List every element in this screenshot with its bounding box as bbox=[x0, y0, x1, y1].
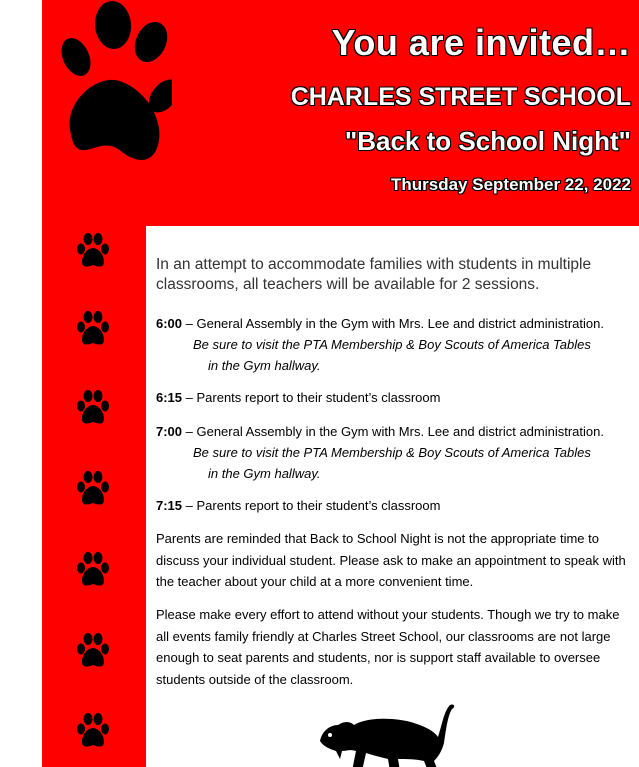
schedule-description: – Parents report to their student’s classroom bbox=[182, 498, 441, 513]
event-name: "Back to School Night" bbox=[344, 126, 631, 156]
schedule-time: 7:15 bbox=[156, 498, 183, 513]
schedule-item bbox=[156, 421, 636, 484]
paw-print-icon bbox=[76, 470, 110, 506]
content-area bbox=[146, 226, 639, 767]
schedule-item bbox=[156, 495, 636, 516]
paw-print-icon bbox=[76, 632, 110, 668]
schedule-time: 6:00 bbox=[156, 316, 183, 331]
panther-icon bbox=[316, 701, 456, 767]
schedule-note: Be sure to visit the PTA Membership & Boy Scouts of America Tables bbox=[193, 445, 591, 460]
large-paw-print-icon bbox=[60, 0, 172, 165]
school-name: CHARLES STREET SCHOOL bbox=[290, 83, 631, 111]
schedule-description: – General Assembly in the Gym with Mrs. Lee and district administration. bbox=[182, 316, 604, 331]
paw-print-icon bbox=[76, 310, 110, 346]
intro-paragraph: In an attempt to accommodate families with students in multiple classrooms, all teachers will be available for 2 sessions. bbox=[156, 256, 592, 293]
paw-print-icon bbox=[76, 551, 110, 587]
closing-paragraph: Please make every effort to attend without your students. Though we try to make all events family friendly at Charles Street School, our classrooms are not large enough to seat parents and students, nor is support staff available to oversee students outside of the classroom. bbox=[156, 607, 620, 687]
schedule-item bbox=[156, 387, 636, 408]
reminder-paragraph: Parents are reminded that Back to School Night is not the appropriate time to discuss your individual student. Please ask to make an appointment to speak with the teacher about your child at a more convenient time. bbox=[156, 531, 626, 589]
event-date: Thursday September 22, 2022 bbox=[390, 175, 631, 194]
schedule-description: – Parents report to their student’s classroom bbox=[182, 390, 441, 405]
paw-print-icon bbox=[76, 232, 110, 268]
schedule-description: – General Assembly in the Gym with Mrs. Lee and district administration. bbox=[182, 424, 604, 439]
schedule-time: 6:15 bbox=[156, 390, 183, 405]
schedule-note: Be sure to visit the PTA Membership & Boy Scouts of America Tables bbox=[193, 337, 591, 352]
paw-print-icon bbox=[76, 389, 110, 425]
invitation-title: You are invited… bbox=[331, 22, 631, 63]
schedule-time: 7:00 bbox=[156, 424, 183, 439]
schedule-note: in the Gym hallway. bbox=[208, 358, 321, 373]
schedule-item bbox=[156, 313, 636, 376]
schedule-note: in the Gym hallway. bbox=[208, 466, 321, 481]
paw-print-icon bbox=[76, 712, 110, 748]
